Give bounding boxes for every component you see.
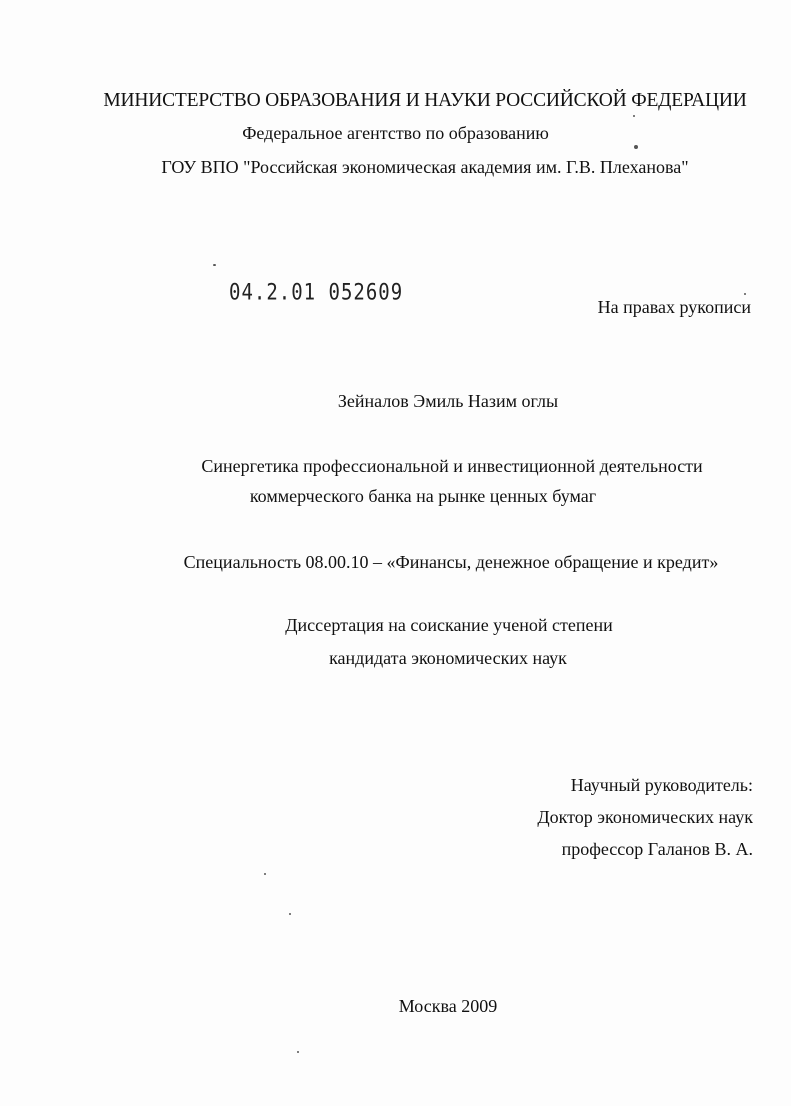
dissertation-title-line1: Синергетика профессиональной и инвестиционной деятельности [201, 456, 703, 476]
scan-speck [744, 293, 746, 295]
degree-line1: Диссертация на соискание ученой степени [285, 615, 613, 635]
agency-heading: Федеральное агентство по образованию [242, 123, 549, 143]
city-year: Москва 2009 [398, 996, 498, 1016]
scan-speck [633, 115, 635, 117]
dissertation-title-line2: коммерческого банка на рынке ценных бумаг [249, 486, 597, 506]
degree-line2: кандидата экономических наук [329, 648, 567, 668]
academy-heading: ГОУ ВПО "Российская экономическая академия им. Г.В. Плеханова" [161, 157, 689, 177]
author-name: Зейналов Эмиль Назим оглы [337, 391, 559, 411]
registration-stamp: 04.2.01 052609 [229, 280, 404, 306]
scan-speck [289, 913, 291, 915]
specialty: Специальность 08.00.10 – «Финансы, денежное обращение и кредит» [183, 552, 719, 572]
scan-speck [264, 873, 266, 875]
ministry-heading: МИНИСТЕРСТВО ОБРАЗОВАНИЯ И НАУКИ РОССИЙСКОЙ ФЕДЕРАЦИИ [103, 90, 747, 111]
rights-note: На правах рукописи [597, 297, 751, 317]
supervisor-label: Научный руководитель: [570, 775, 753, 795]
scan-speck [213, 264, 216, 266]
supervisor-degree: Доктор экономических наук [537, 807, 753, 827]
scan-speck [634, 145, 638, 149]
supervisor-name: профессор Галанов В. А. [561, 839, 753, 859]
scan-speck [297, 1051, 299, 1053]
